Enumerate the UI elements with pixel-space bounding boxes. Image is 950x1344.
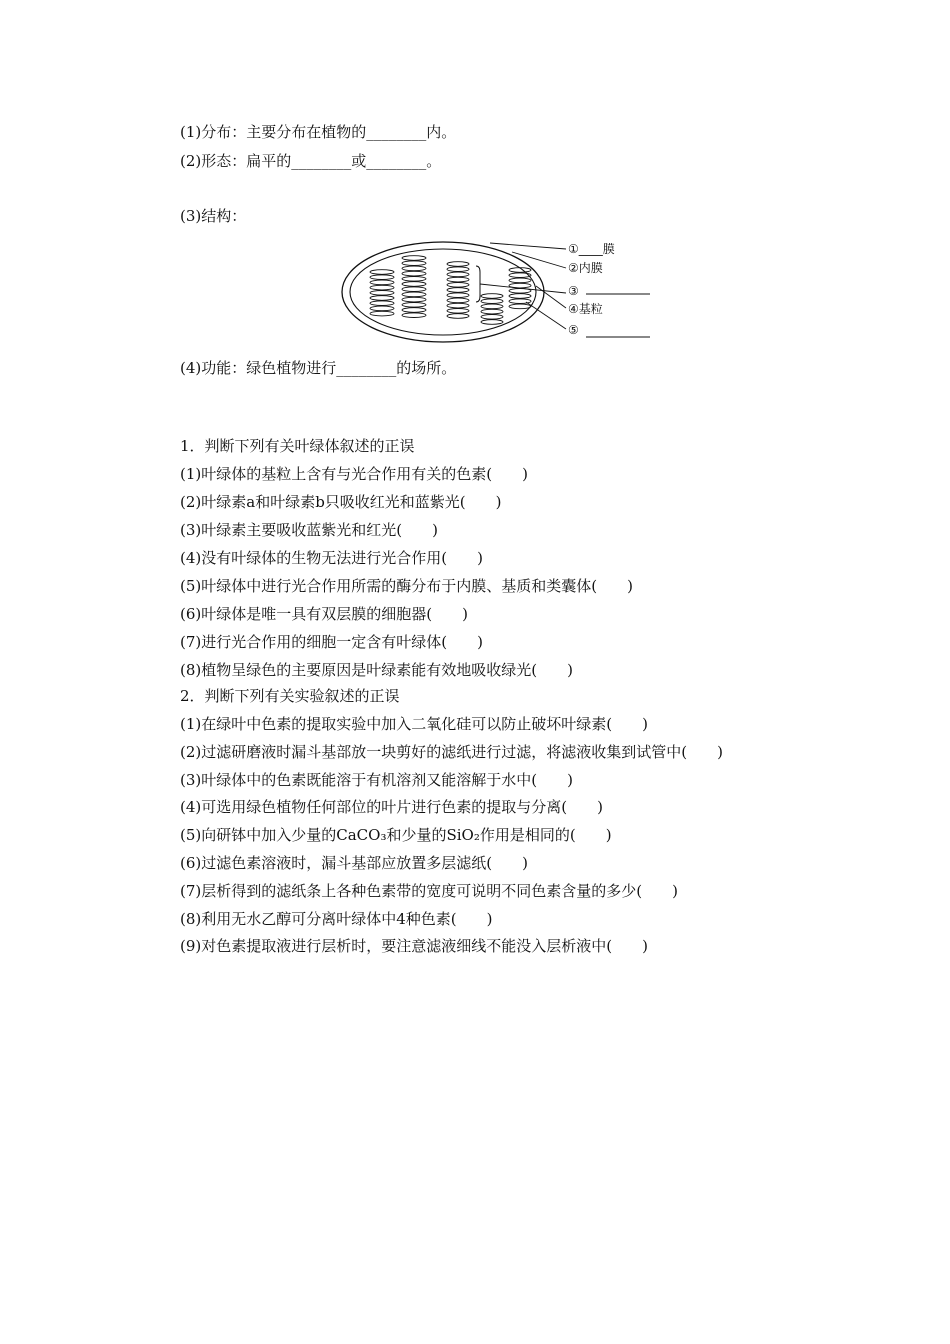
thylakoid-disc	[509, 304, 531, 309]
list-item: (4)没有叶绿体的生物无法进行光合作用( )	[180, 549, 483, 567]
thylakoid-disc	[447, 298, 469, 303]
thylakoid-disc	[370, 311, 394, 316]
thylakoid-disc	[370, 270, 394, 275]
thylakoid-disc	[447, 288, 469, 293]
thylakoid-disc	[402, 282, 426, 287]
list-item: (1)叶绿体的基粒上含有与光合作用有关的色素( )	[180, 465, 528, 483]
inner-membrane	[350, 249, 536, 335]
label-grana: ④基粒	[568, 302, 603, 316]
thylakoid-disc	[481, 299, 503, 304]
thylakoid-disc	[447, 262, 469, 267]
grana-group	[370, 256, 531, 325]
thylakoid-disc	[402, 287, 426, 292]
outer-membrane	[342, 242, 544, 342]
thylakoid-disc	[402, 313, 426, 318]
thylakoid-disc	[370, 306, 394, 311]
q2-title: 2．判断下列有关实验叙述的正误	[180, 687, 400, 705]
shape-line: (2)形态：扁平的________或________。	[180, 152, 442, 170]
q1-title: 1．判断下列有关叶绿体叙述的正误	[180, 437, 415, 455]
chloroplast-diagram	[340, 236, 660, 346]
thylakoid-disc	[481, 315, 503, 320]
thylakoid-disc	[370, 291, 394, 296]
list-item: (8)利用无水乙醇可分离叶绿体中4种色素( )	[180, 909, 493, 928]
thylakoid-disc	[402, 256, 426, 261]
thylakoid-disc	[402, 266, 426, 271]
thylakoid-disc	[370, 285, 394, 290]
thylakoid-disc	[447, 277, 469, 282]
list-item: (2)叶绿素a和叶绿素b只吸收红光和蓝紫光( )	[180, 493, 502, 511]
list-item: (6)过滤色素溶液时，漏斗基部应放置多层滤纸( )	[180, 854, 528, 872]
thylakoid-disc	[481, 320, 503, 325]
thylakoid-disc	[447, 272, 469, 277]
thylakoid-disc	[447, 283, 469, 288]
thylakoid-disc	[402, 271, 426, 276]
thylakoid-disc	[509, 294, 531, 299]
thylakoid-disc	[447, 303, 469, 308]
thylakoid-disc	[447, 309, 469, 314]
thylakoid-disc	[481, 304, 503, 309]
thylakoid-disc	[402, 308, 426, 313]
label-outer-membrane: ①____膜	[568, 242, 615, 256]
list-item: (5)叶绿体中进行光合作用所需的酶分布于内膜、基质和类囊体( )	[180, 577, 633, 595]
thylakoid-disc	[402, 261, 426, 266]
thylakoid-disc	[370, 296, 394, 301]
label-three: ③	[568, 284, 579, 298]
distribution-line: (1)分布：主要分布在植物的________内。	[180, 123, 457, 141]
list-item: (8)植物呈绿色的主要原因是叶绿素能有效地吸收绿光( )	[180, 661, 573, 679]
thylakoid-disc	[481, 309, 503, 314]
thylakoid-disc	[402, 292, 426, 297]
structure-line: (3)结构：	[180, 207, 247, 225]
list-item: (1)在绿叶中色素的提取实验中加入二氧化硅可以防止破坏叶绿素( )	[180, 715, 648, 733]
label-inner-membrane: ②内膜	[568, 261, 603, 275]
thylakoid-disc	[481, 294, 503, 299]
function-line: (4)功能：绿色植物进行________的场所。	[180, 359, 457, 377]
thylakoid-disc	[447, 293, 469, 298]
list-item: (6)叶绿体是唯一具有双层膜的细胞器( )	[180, 605, 468, 623]
thylakoid-disc	[402, 277, 426, 282]
list-item: (7)层析得到的滤纸条上各种色素带的宽度可说明不同色素含量的多少( )	[180, 881, 678, 900]
list-item: (3)叶绿素主要吸收蓝紫光和红光( )	[180, 521, 438, 539]
thylakoid-disc	[370, 280, 394, 285]
list-item: (7)进行光合作用的细胞一定含有叶绿体( )	[180, 633, 483, 651]
thylakoid-disc	[447, 267, 469, 272]
thylakoid-disc	[509, 278, 531, 283]
thylakoid-disc	[370, 301, 394, 306]
thylakoid-disc	[447, 314, 469, 319]
pointer-lines	[480, 243, 650, 337]
lamella-connector	[476, 266, 480, 302]
thylakoid-disc	[402, 303, 426, 308]
list-item: (4)可选用绿色植物任何部位的叶片进行色素的提取与分离( )	[180, 798, 603, 817]
thylakoid-disc	[509, 273, 531, 278]
label-five: ⑤	[568, 323, 579, 337]
thylakoid-disc	[402, 297, 426, 302]
list-item: (9)对色素提取液进行层析时，要注意滤液细线不能没入层析液中( )	[180, 937, 648, 956]
list-item: (5)向研钵中加入少量的CaCO₃和少量的SiO₂作用是相同的( )	[180, 826, 612, 845]
list-item: (3)叶绿体中的色素既能溶于有机溶剂又能溶解于水中( )	[180, 770, 573, 789]
thylakoid-disc	[370, 275, 394, 280]
list-item: (2)过滤研磨液时漏斗基部放一块剪好的滤纸进行过滤，将滤液收集到试管中( )	[180, 742, 723, 761]
